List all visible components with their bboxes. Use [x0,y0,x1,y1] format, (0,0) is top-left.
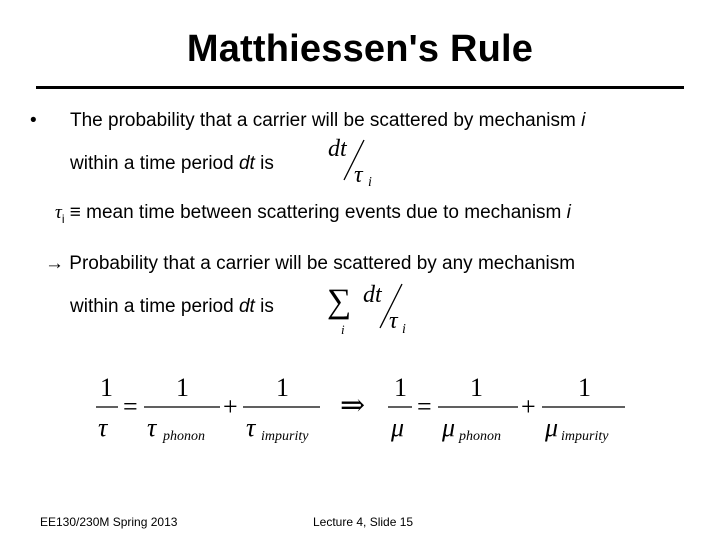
eq-plus-2: + [521,392,536,421]
eq-tau-3: τ [246,413,256,442]
frac1-denominator: τ [354,162,363,188]
tau-definition [55,202,571,226]
bullet-line-1-text: The probability that a carrier will be scattered by mechanism [70,110,582,131]
matthiessen-equation [90,368,650,454]
eq-one-1: 1 [100,373,113,402]
bullet-line-2-var: dt [238,153,255,174]
bullet-line-1 [70,110,585,132]
eq-one-5: 1 [470,373,483,402]
any-mechanism-text: Probability that a carrier will be scattered by any mechanism [64,253,576,274]
title-divider [36,86,684,89]
footer-course: EE130/230M Spring 2013 [40,515,178,529]
tau-symbol: τ [55,202,62,223]
eq-mu-2: μ [442,413,456,442]
eq-one-2: 1 [176,373,189,402]
footer-slide-number: Lecture 4, Slide 15 [313,515,414,529]
eq-sub-phonon-1: phonon [163,429,205,444]
eq-sub-impurity-1: impurity [261,429,309,444]
sum-fraction [325,278,415,342]
frac2-subscript: i [402,322,406,337]
bullet-line-2-end: is [254,153,274,174]
tau-subscript: i [61,211,65,226]
frac1-numerator: dt [328,136,347,162]
eq-plus-1: + [223,392,238,421]
frac2-denominator: τ [389,308,398,334]
time-period-line [70,296,274,318]
eq-mu-1: μ [391,413,405,442]
eq-equals-2: = [417,392,432,421]
eq-one-4: 1 [394,373,407,402]
fraction-dt-over-tau-i [322,132,382,192]
bullet-line-2-text: within a time period [70,153,239,174]
eq-implies: ⇒ [340,389,366,422]
tau-definition-var: i [566,202,571,223]
any-mechanism-line [45,253,575,275]
time-period-var: dt [238,296,255,317]
tau-definition-text: ≡ mean time between scattering events due to mechanism [64,202,567,223]
bullet-line-1-var: i [581,110,586,131]
eq-one-6: 1 [578,373,591,402]
sum-symbol: ∑ [327,283,352,320]
eq-sub-impurity-2: impurity [561,429,609,444]
time-period-end: is [254,296,274,317]
time-period-text: within a time period [70,296,239,317]
eq-tau-1: τ [98,413,108,442]
eq-equals-1: = [123,392,138,421]
bullet-dot: • [30,110,37,131]
eq-sub-phonon-2: phonon [459,429,501,444]
eq-mu-3: μ [545,413,559,442]
sum-subscript: i [341,322,345,337]
slide-title: Matthiessen's Rule [186,28,534,70]
right-arrow-icon: → [45,253,64,274]
bullet-line-2 [70,153,274,175]
frac1-subscript: i [368,175,372,190]
eq-one-3: 1 [276,373,289,402]
frac2-numerator: dt [363,282,382,308]
eq-tau-2: τ [147,413,157,442]
